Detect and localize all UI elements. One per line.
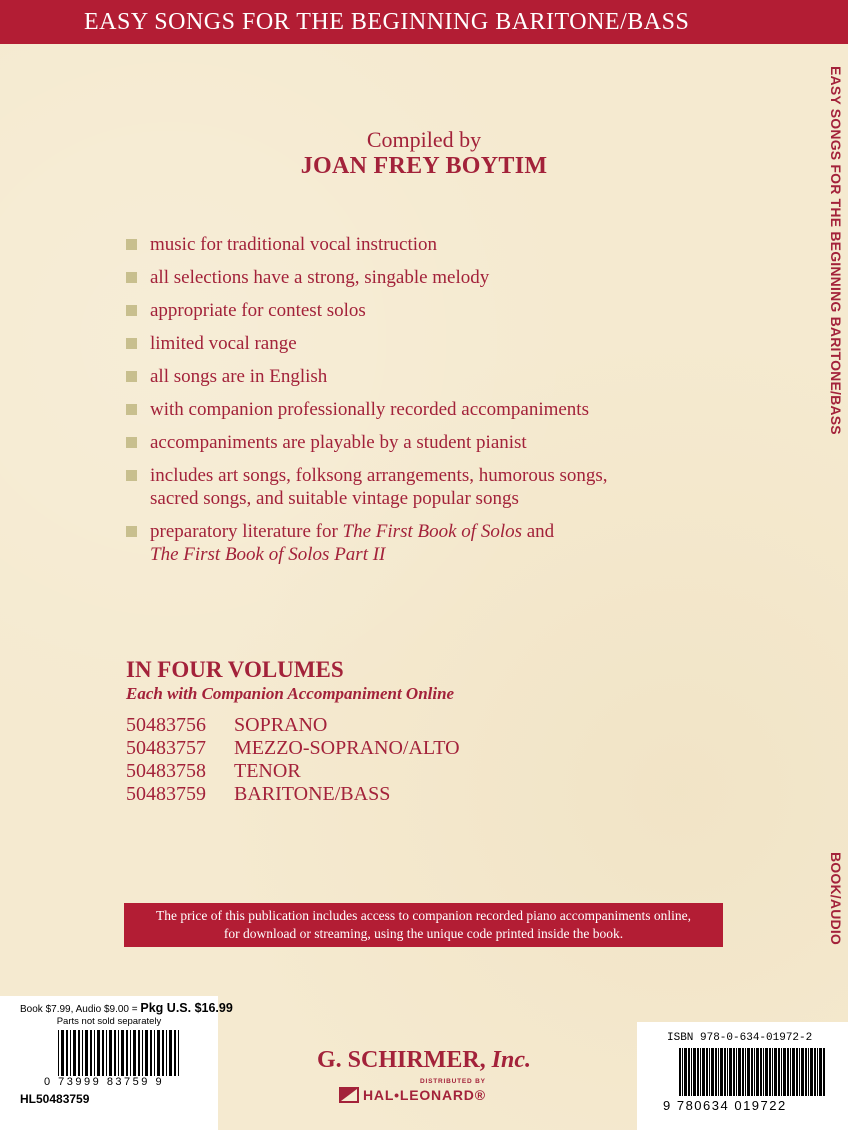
spine-title: EASY SONGS FOR THE BEGINNING BARITONE/BASS (828, 66, 844, 435)
book-title: The First Book of Solos Part II (150, 544, 386, 565)
volume-number: 50483757 (126, 737, 206, 759)
square-bullet-icon (126, 338, 137, 349)
feature-list (126, 233, 686, 576)
distributor-name: HAL•LEONARD® (363, 1087, 486, 1103)
isbn-barcode-box (637, 1022, 848, 1130)
square-bullet-icon (126, 470, 137, 481)
hl-product-code: HL50483759 (20, 1092, 90, 1106)
feature-item: limited vocal range (126, 332, 686, 355)
online-access-notice: The price of this publication includes access to companion recorded piano accompaniments online, for download or streaming, using the unique code printed inside the book. (124, 903, 723, 947)
distributed-by-label: DISTRIBUTED BY (420, 1078, 486, 1085)
square-bullet-icon (126, 404, 137, 415)
upc-digits: 0 73999 83759 9 (44, 1076, 165, 1088)
package-price: Pkg U.S. $16.99 (140, 1001, 233, 1015)
square-bullet-icon (126, 239, 137, 250)
feature-item: includes art songs, folksong arrangements, humorous songs, sacred songs, and suitable vintage popular songs (126, 464, 686, 510)
volume-voice: SOPRANO (234, 714, 328, 736)
volume-row (126, 783, 460, 806)
volume-row (126, 714, 460, 737)
volume-voice: MEZZO-SOPRANO/ALTO (234, 737, 460, 759)
compiled-by-label: Compiled by (366, 127, 482, 152)
compiler-name: JOAN FREY BOYTIM (300, 153, 548, 179)
feature-item: music for traditional vocal instruction (126, 233, 686, 256)
square-bullet-icon (126, 305, 137, 316)
square-bullet-icon (126, 272, 137, 283)
feature-item: all songs are in English (126, 365, 686, 388)
volume-voice: BARITONE/BASS (234, 783, 391, 805)
hal-leonard-mark-icon (339, 1087, 359, 1103)
publisher-name: G. SCHIRMER, Inc. (316, 1047, 532, 1073)
book-title: The First Book of Solos (342, 521, 522, 542)
hal-leonard-logo (339, 1087, 486, 1103)
volume-number: 50483759 (126, 783, 206, 805)
feature-item: preparatory literature for The First Book of Solos and The First Book of Solos Part II (126, 520, 686, 566)
volume-row (126, 760, 460, 783)
feature-item: all selections have a strong, singable melody (126, 266, 686, 289)
volume-voice: TENOR (234, 760, 301, 782)
top-banner (0, 0, 848, 44)
feature-item: with companion professionally recorded accompaniments (126, 398, 686, 421)
feature-item: accompaniments are playable by a student pianist (126, 431, 686, 454)
isbn-digits: 9 780634 019722 (663, 1098, 787, 1113)
price-line: Book $7.99, Audio $9.00 = Pkg U.S. $16.99 (20, 1001, 233, 1015)
volumes-heading: IN FOUR VOLUMES (126, 657, 344, 682)
feature-item: appropriate for contest solos (126, 299, 686, 322)
isbn-label: ISBN 978-0-634-01972-2 (667, 1032, 813, 1044)
volume-number: 50483758 (126, 760, 206, 782)
banner-title: EASY SONGS FOR THE BEGINNING BARITONE/BASS (84, 8, 690, 35)
volume-list (126, 714, 460, 806)
volume-number: 50483756 (126, 714, 206, 736)
square-bullet-icon (126, 371, 137, 382)
square-bullet-icon (126, 437, 137, 448)
square-bullet-icon (126, 526, 137, 537)
volume-row (126, 737, 460, 760)
spine-format: BOOK/AUDIO (828, 852, 844, 945)
parts-note: Parts not sold separately (56, 1016, 162, 1027)
volumes-subheading: Each with Companion Accompaniment Online (126, 684, 455, 703)
